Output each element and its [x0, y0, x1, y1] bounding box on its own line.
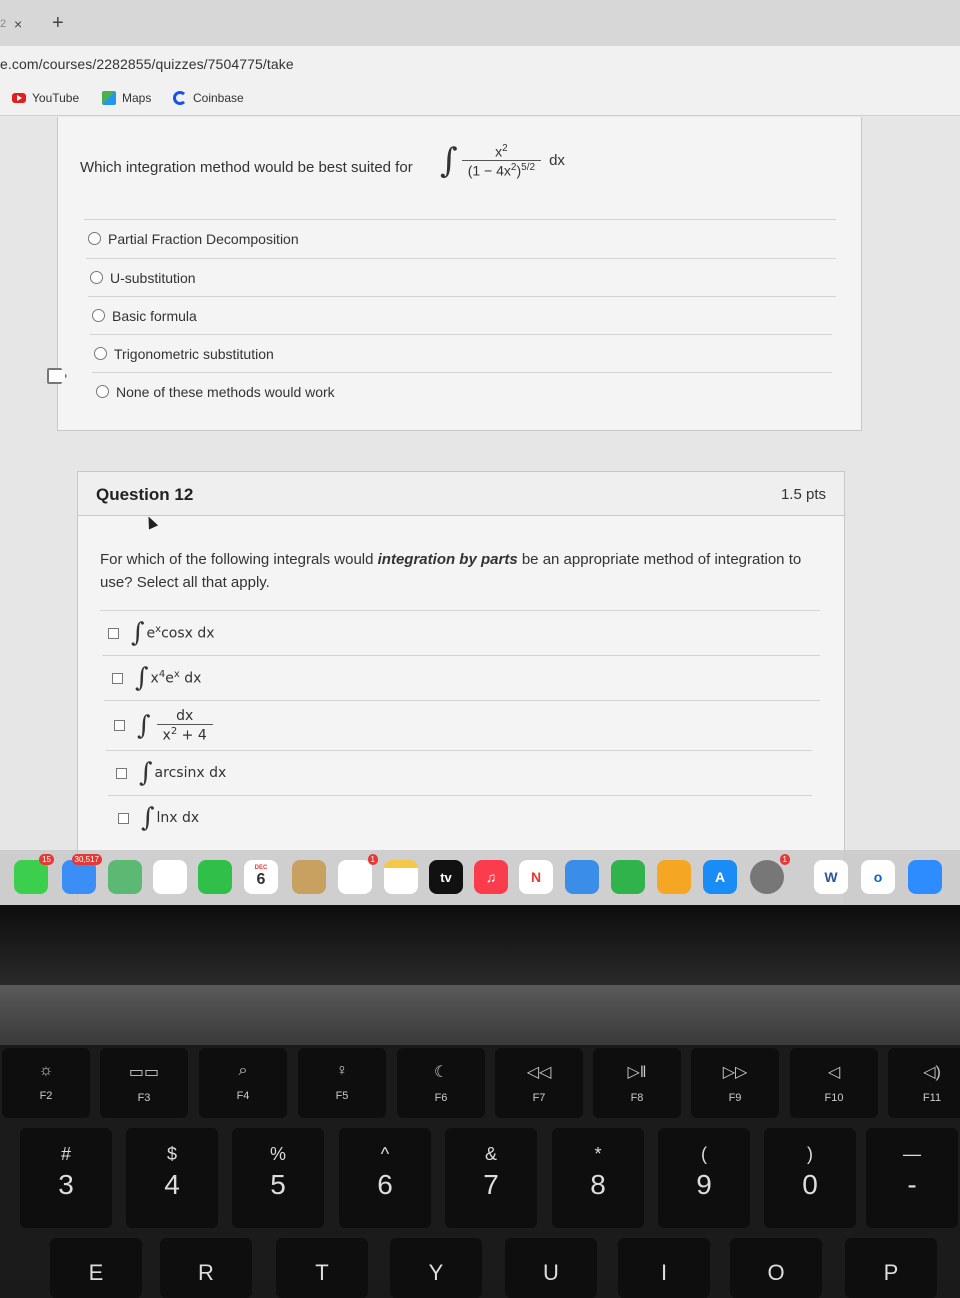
key-f10[interactable]: ◁ F10 [790, 1048, 878, 1118]
q11-option-label: U-substitution [110, 269, 196, 286]
app-store-icon[interactable]: A [703, 860, 737, 894]
question-12-card [77, 471, 845, 905]
key-f2[interactable]: ☼ F2 [2, 1048, 90, 1118]
q11-option-label: Trigonometric substitution [114, 345, 274, 362]
numerator: dx [176, 707, 194, 724]
mail-badge: 30,517 [72, 854, 102, 865]
checkbox[interactable] [118, 813, 129, 824]
apple-tv-icon[interactable] [429, 860, 463, 894]
coinbase-icon [173, 91, 187, 105]
key-f7[interactable]: ◁◁ F7 [495, 1048, 583, 1118]
photos-icon[interactable] [153, 860, 187, 894]
radio-button[interactable] [88, 232, 101, 245]
outlook-label: o [873, 869, 883, 885]
denominator-outer-exponent: 5/2 [521, 161, 536, 173]
radio-button[interactable] [92, 309, 105, 322]
key-8[interactable]: * 8 [552, 1128, 644, 1228]
q11-option-row[interactable] [92, 372, 832, 410]
key-6[interactable]: ^ 6 [339, 1128, 431, 1228]
prompt-part: For which of the following integrals would [100, 551, 378, 568]
question-11-integral [440, 140, 565, 181]
prompt-emphasis: integration by parts [377, 551, 518, 568]
key-y[interactable]: Y [390, 1238, 482, 1298]
bookmark-label: Coinbase [193, 91, 244, 105]
key-f4[interactable]: ⌕ F4 [199, 1048, 287, 1118]
outlook-icon[interactable] [861, 860, 895, 894]
bookmark-youtube[interactable] [12, 91, 79, 105]
checkbox[interactable] [116, 768, 127, 779]
macos-dock [0, 850, 960, 905]
key-e[interactable]: E [50, 1238, 142, 1298]
differential: dx [549, 152, 565, 170]
q12-option-expression: lnx dx [156, 810, 200, 826]
checkbox[interactable] [114, 720, 125, 731]
bookmark-label: Maps [122, 91, 152, 105]
question-11-prompt: Which integration method would be best suited for [80, 159, 413, 176]
denominator: x [162, 727, 171, 744]
reminders-badge: 1 [368, 854, 378, 865]
system-settings-icon[interactable] [750, 855, 787, 894]
new-tab-button[interactable]: + [52, 12, 64, 34]
key-5[interactable]: % 5 [232, 1128, 324, 1228]
fraction [157, 708, 213, 744]
key-4[interactable]: $ 4 [126, 1128, 218, 1228]
radio-button[interactable] [94, 347, 107, 360]
keyboard-hinge [0, 905, 960, 985]
url-text[interactable]: e.com/courses/2282855/quizzes/7504775/take [0, 56, 294, 72]
key-p[interactable]: P [845, 1238, 937, 1298]
fraction [462, 143, 541, 178]
key-0[interactable]: ) 0 [764, 1128, 856, 1228]
bookmarks-bar [0, 82, 960, 116]
notes-icon[interactable] [384, 860, 418, 894]
integral-sign: ∫ [135, 663, 149, 693]
radio-button[interactable] [90, 271, 103, 284]
question-12-prompt [100, 548, 810, 594]
denominator-inner-exponent: 2 [510, 161, 517, 173]
q11-option-label: Partial Fraction Decomposition [108, 230, 299, 247]
pages-icon[interactable] [657, 860, 691, 894]
checkbox[interactable] [112, 673, 123, 684]
calendar-month: DEC [254, 865, 268, 871]
reminders-icon[interactable] [338, 855, 375, 894]
tv-label: tv [440, 869, 452, 885]
q12-option-expression: $x^4e^x$ dx [150, 669, 202, 687]
key-3[interactable]: # 3 [20, 1128, 112, 1228]
denominator-exponent: 2 [170, 725, 178, 737]
bookmark-coinbase[interactable] [173, 91, 244, 105]
word-icon[interactable] [814, 860, 848, 894]
integral-sign: ∫ [131, 618, 145, 648]
denominator-close: ) [516, 162, 522, 179]
youtube-icon [12, 93, 26, 103]
q11-option-row[interactable] [86, 258, 836, 296]
browser-tab-bar [0, 0, 960, 46]
integral-sign: ∫ [141, 803, 155, 833]
q12-option-row[interactable] [100, 610, 820, 655]
facetime-icon[interactable] [198, 860, 232, 894]
denominator: (1 − 4x [467, 162, 511, 179]
key-f11[interactable]: ◁) F11 [888, 1048, 960, 1118]
question-12-header [78, 472, 844, 516]
maps-icon [102, 91, 116, 105]
q12-option-expression: $e^x\cos x$ dx [146, 624, 215, 642]
contacts-icon[interactable] [292, 860, 326, 894]
q11-option-row[interactable] [88, 296, 836, 334]
key-minus[interactable]: — - [866, 1128, 958, 1228]
q12-option-row[interactable] [106, 750, 812, 795]
q12-option-expression: arcsinx dx [154, 765, 227, 781]
word-label: W [824, 869, 838, 885]
key-9[interactable]: ( 9 [658, 1128, 750, 1228]
key-u[interactable]: U [505, 1238, 597, 1298]
key-f6[interactable]: ☾ F6 [397, 1048, 485, 1118]
question-11-card [57, 117, 862, 431]
q12-option-row[interactable] [108, 795, 812, 840]
calendar-icon[interactable] [244, 860, 278, 894]
key-i[interactable]: I [618, 1238, 710, 1298]
key-f5[interactable]: ♀ F5 [298, 1048, 386, 1118]
keynote-icon[interactable] [565, 860, 599, 894]
zoom-icon[interactable] [908, 860, 942, 894]
quiz-page [0, 117, 960, 905]
maps-app-icon[interactable] [108, 860, 142, 894]
key-f9[interactable]: ▷▷ F9 [691, 1048, 779, 1118]
bookmark-maps[interactable] [102, 91, 151, 105]
integral-sign: ∫ [440, 140, 458, 181]
news-icon[interactable]: N [519, 860, 553, 894]
key-7[interactable]: & 7 [445, 1128, 537, 1228]
q12-option-row[interactable] [102, 655, 820, 700]
checkbox[interactable] [108, 628, 119, 639]
tab-close-icon[interactable]: × [14, 16, 23, 32]
messages-icon[interactable] [14, 855, 51, 894]
key-t[interactable]: T [276, 1238, 368, 1298]
integral-sign: ∫ [139, 758, 153, 788]
settings-badge: 1 [780, 854, 790, 865]
key-f3[interactable]: ▭▭ F3 [100, 1048, 188, 1118]
key-o[interactable]: O [730, 1238, 822, 1298]
q12-option-row[interactable] [104, 700, 820, 750]
question-points: 1.5 pts [780, 486, 826, 503]
key-f8[interactable]: ▷‖ F8 [593, 1048, 681, 1118]
key-r[interactable]: R [160, 1238, 252, 1298]
q11-option-row[interactable] [84, 219, 836, 257]
question-title: Question 12 [96, 485, 194, 504]
denominator-rest: + 4 [177, 727, 207, 744]
mail-icon[interactable] [62, 855, 99, 894]
keyboard-deck [0, 985, 960, 1045]
integral-sign: ∫ [137, 710, 151, 741]
q11-option-row[interactable] [90, 334, 832, 372]
music-icon[interactable]: ♫ [474, 860, 508, 894]
numerator: x [495, 143, 503, 160]
numerator-exponent: 2 [502, 143, 508, 154]
numbers-icon[interactable] [611, 860, 645, 894]
messages-badge: 15 [39, 854, 54, 865]
prompt-part: be an appropriate method of integration to use? Select all that apply. [100, 551, 802, 591]
q11-option-label: Basic formula [112, 307, 197, 324]
q11-option-label: None of these methods would work [116, 383, 335, 400]
radio-button[interactable] [96, 385, 109, 398]
bookmark-label: YouTube [32, 91, 80, 105]
tab-fragment: 2 [0, 18, 7, 30]
address-bar[interactable] [0, 46, 960, 82]
calendar-day: 6 [256, 871, 266, 888]
